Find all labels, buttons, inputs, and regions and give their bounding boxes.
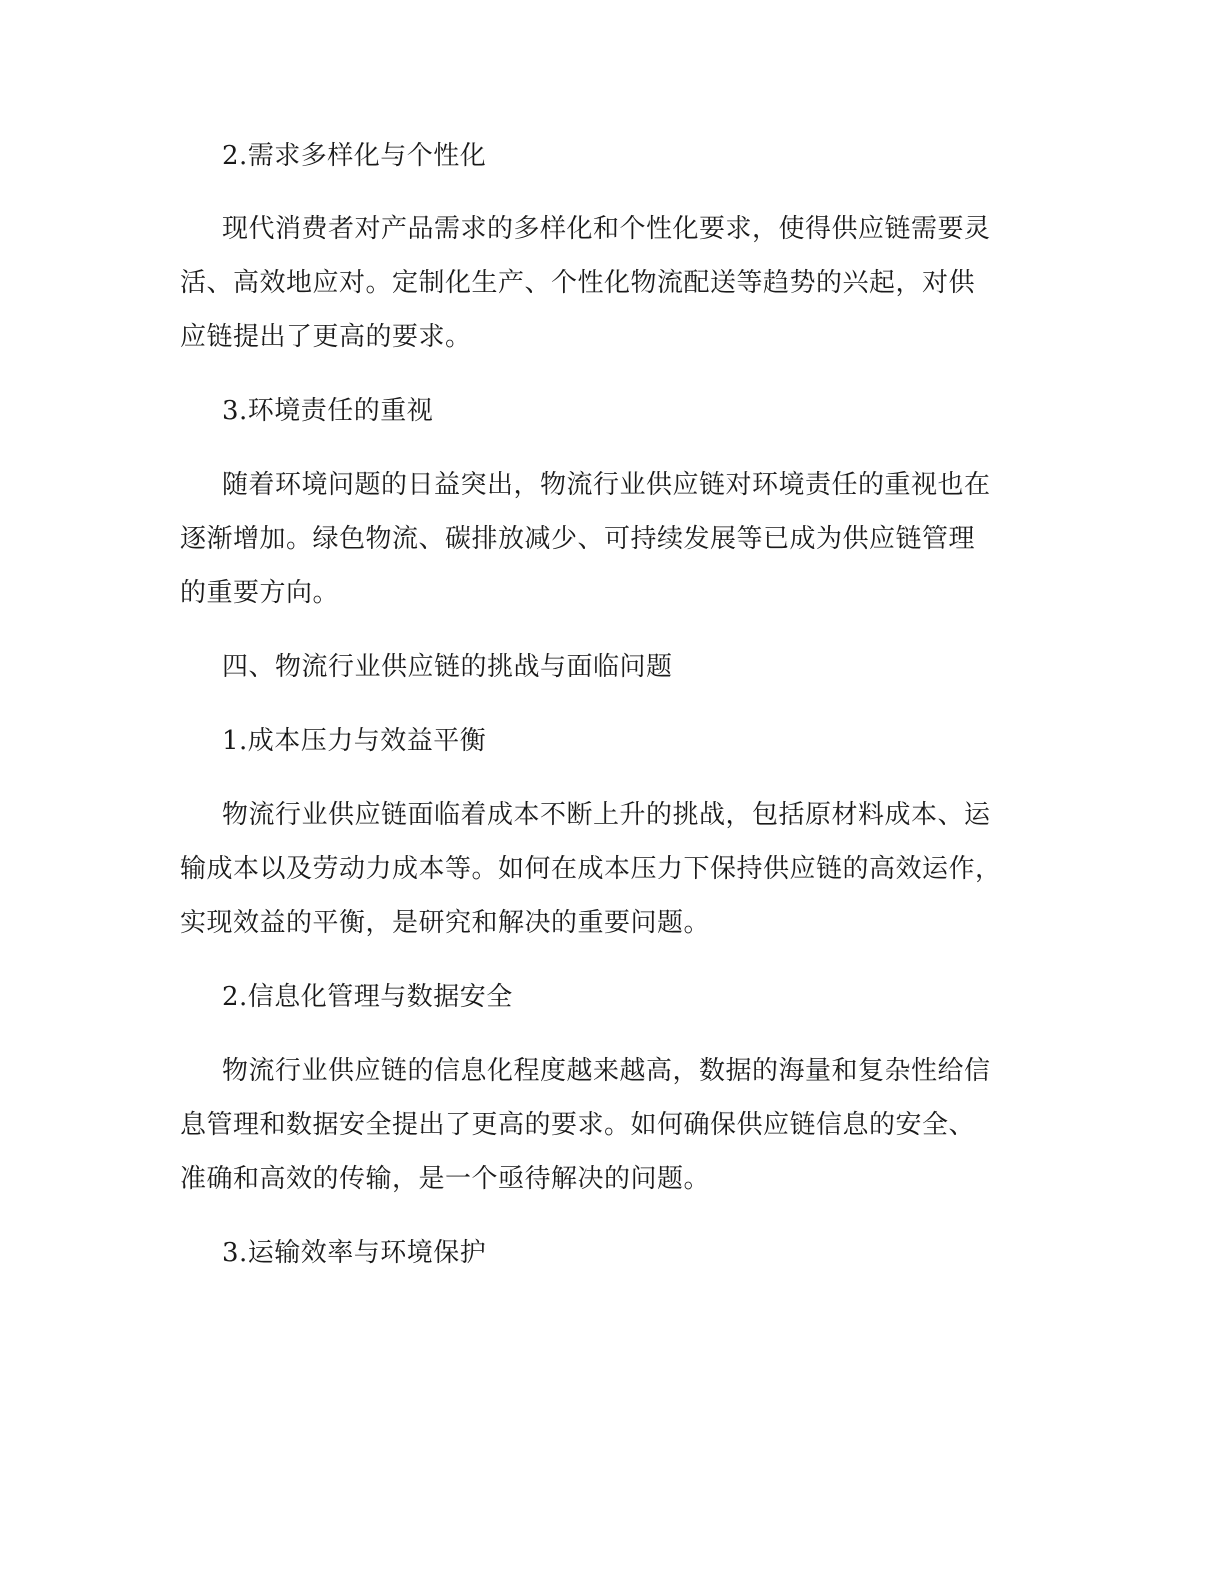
paragraph-line: 随着环境问题的日益突出，物流行业供应链对环境责任的重视也在	[222, 470, 991, 500]
paragraph-line: 的重要方向。	[180, 578, 340, 608]
section-heading: 2.信息化管理与数据安全	[222, 982, 513, 1012]
paragraph-line: 物流行业供应链面临着成本不断上升的挑战，包括原材料成本、运	[222, 800, 991, 830]
paragraph-line: 逐渐增加。绿色物流、碳排放减少、可持续发展等已成为供应链管理	[180, 524, 976, 554]
paragraph-line: 物流行业供应链的信息化程度越来越高，数据的海量和复杂性给信	[222, 1056, 991, 1086]
section-heading: 1.成本压力与效益平衡	[222, 726, 487, 756]
section-heading: 3.环境责任的重视	[222, 396, 434, 426]
chapter-heading: 四、物流行业供应链的挑战与面临问题	[222, 652, 673, 682]
paragraph-line: 现代消费者对产品需求的多样化和个性化要求，使得供应链需要灵	[222, 214, 991, 244]
section-heading: 3.运输效率与环境保护	[222, 1238, 487, 1268]
paragraph-line: 应链提出了更高的要求。	[180, 322, 472, 352]
paragraph-line: 实现效益的平衡，是研究和解决的重要问题。	[180, 908, 711, 938]
paragraph-line: 准确和高效的传输，是一个亟待解决的问题。	[180, 1164, 711, 1194]
paragraph-line: 输成本以及劳动力成本等。如何在成本压力下保持供应链的高效运作，	[180, 854, 1002, 884]
paragraph-line: 息管理和数据安全提出了更高的要求。如何确保供应链信息的安全、	[180, 1110, 976, 1140]
section-heading: 2.需求多样化与个性化	[222, 141, 487, 171]
paragraph-line: 活、高效地应对。定制化生产、个性化物流配送等趋势的兴起，对供	[180, 268, 976, 298]
